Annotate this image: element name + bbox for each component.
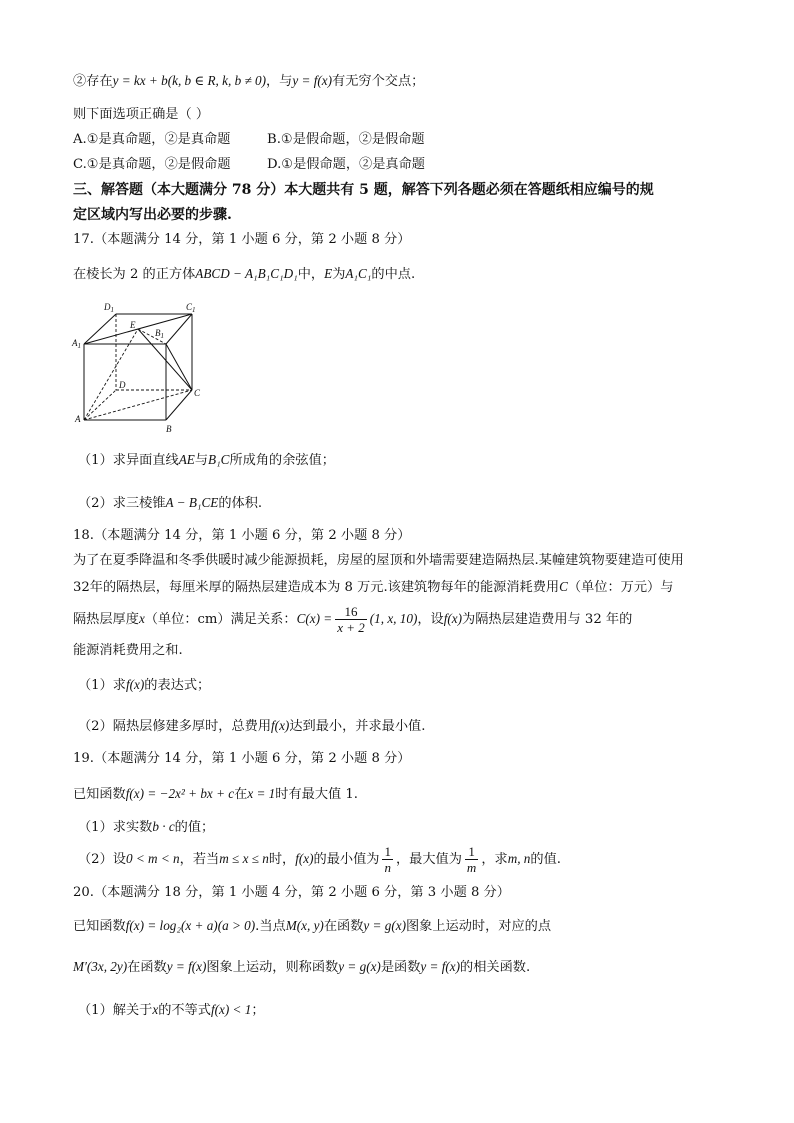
q19-fraction-max: $\frac{1}{m}$ (466, 844, 477, 875)
q19-stem: 已知函数f(x) = −2x² + bx + c在x = 1时有最大值 1. (73, 786, 358, 802)
label-e: E (130, 320, 136, 330)
q19-part-1: （1）求实数b · c的值； (78, 819, 215, 835)
q17-header: 17.（本题满分 14 分，第 1 小题 6 分，第 2 小题 8 分） (73, 232, 411, 247)
q20-header: 20.（本题满分 18 分，第 1 小题 4 分，第 2 小题 6 分，第 3 小题 8 分） (73, 885, 510, 900)
q17-part-2: （2）求三棱锥A − B₁CE的体积. (78, 495, 263, 511)
option-c: C.①是真命题，②是假命题 (73, 157, 231, 172)
q19-header: 19.（本题满分 14 分，第 1 小题 6 分，第 2 小题 8 分） (73, 751, 411, 766)
option-a: A.①是真命题，②是真命题 (73, 132, 231, 147)
label-b1: $B_1$ (155, 328, 164, 340)
q18-stem-2: 32年的隔热层，每厘米厚的隔热层建造成本为 8 万元.该建筑物每年的能源消耗费用C（单位：万元）与 (73, 579, 674, 595)
section-3-heading: 三、解答题（本大题满分 78 分）本大题共有 5 题，解答下列各题必须在答题纸相应编号的规 (73, 182, 654, 198)
q20-part-1: （1）解关于x的不等式f(x) < 1； (78, 1002, 265, 1018)
q18-stem-1: 为了在夏季降温和冬季供暖时减少能源损耗，房屋的屋顶和外墙需要建造隔热层.某幢建筑物要建造可使用 (73, 553, 684, 568)
label-c: C (194, 388, 201, 398)
label-d: D (119, 380, 126, 390)
q20-stem-1: 已知函数f(x) = log₂(x + a)(a > 0).当点M(x, y)在函数y = g(x)图象上运动时，对应的点 (73, 918, 552, 934)
option-b: B.①是假命题，②是假命题 (267, 132, 425, 147)
q20-stem-2: M′(3x, 2y)在函数y = f(x)图象上运动，则称函数y = g(x)是函数y = f(x)的相关函数. (73, 959, 531, 975)
q17-part-1: （1）求异面直线AE与B₁C所成角的余弦值； (78, 452, 335, 468)
label-d1: $D_1$ (104, 302, 114, 314)
q18-stem-3: 隔热层厚度x（单位：cm）满足关系：C(x) = $\frac{16}{x + 2}$ (1, x, 10)，设f(x)为隔热层建造费用与 32 年的 (73, 604, 633, 635)
q18-header: 18.（本题满分 14 分，第 1 小题 6 分，第 2 小题 8 分） (73, 528, 411, 543)
q19-fraction-min: $\frac{1}{n}$ (384, 844, 391, 875)
q19-part-2: （2）设0 < m < n，若当m ≤ x ≤ n时，f(x)的最小值为 $\frac{1}{n}$ ，最大值为 $\frac{1}{m}$ ，求m, n的值. (78, 844, 561, 875)
cube-figure (70, 298, 210, 436)
label-a: A (75, 414, 81, 424)
q17-stem: 在棱长为 2 的正方体ABCD − A₁B₁C₁D₁中，E为A₁C₁的中点. (73, 266, 416, 282)
label-c1: $C_1$ (186, 302, 196, 314)
label-b: B (166, 424, 172, 434)
section-3-heading-cont: 定区域内写出必要的步骤. (73, 207, 232, 223)
q18-stem-4: 能源消耗费用之和. (73, 643, 183, 658)
q18-fraction: $\frac{16}{x + 2}$ (337, 604, 365, 635)
q18-part-1: （1）求f(x)的表达式； (78, 677, 211, 693)
label-a1: $A_1$ (72, 338, 81, 350)
statement-2: ②存在y = kx + b(k, b ∈ R, k, b ≠ 0)，与y = f(x)有无穷个交点； (73, 73, 425, 89)
option-d: D.①是假命题，②是真命题 (267, 157, 425, 172)
q18-part-2: （2）隔热层修建多厚时，总费用f(x)达到最小，并求最小值. (78, 718, 426, 734)
choice-prompt: 则下面选项正确是（ ） (73, 107, 210, 122)
cube-diagram (70, 298, 210, 436)
